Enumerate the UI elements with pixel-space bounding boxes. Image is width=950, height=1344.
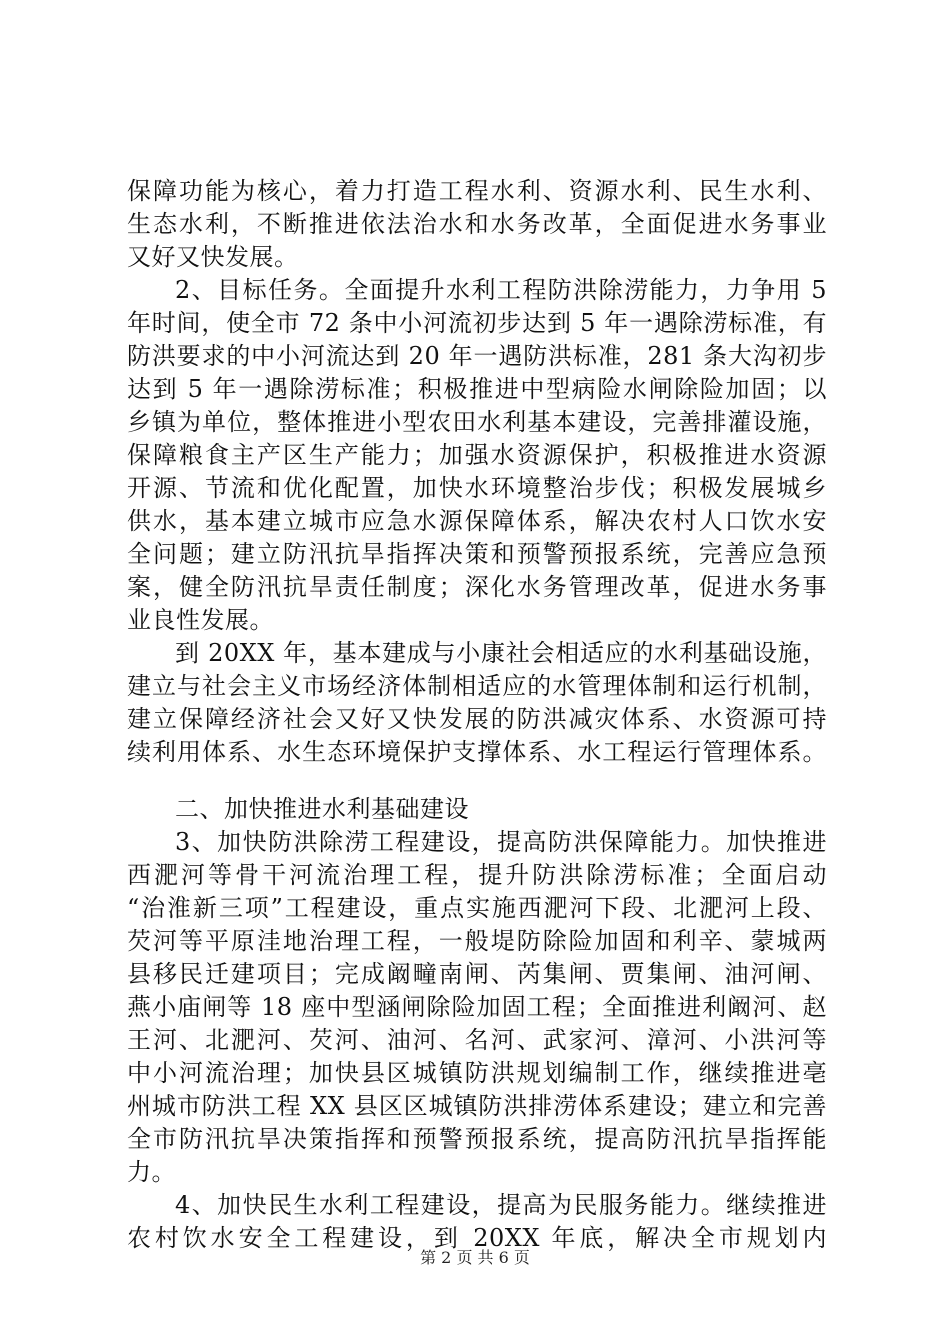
page-footer xyxy=(0,1245,950,1268)
text-line: 西淝河等骨干河流治理工程，提升防洪除涝标准；全面启动 xyxy=(127,861,827,889)
text-line: 供水，基本建立城市应急水源保障体系，解决农村人口饮水安 xyxy=(127,507,827,535)
text-line: 中小河流治理；加快县区城镇防洪规划编制工作，继续推进亳 xyxy=(127,1059,827,1087)
text-line: 州城市防洪工程 XX 县区区城镇防洪排涝体系建设；建立和完善 xyxy=(127,1092,827,1120)
text-line: 力。 xyxy=(127,1158,176,1186)
text-line: 3、加快防洪除涝工程建设，提高防洪保障能力。加快推进 xyxy=(175,828,827,856)
document-body xyxy=(127,175,827,1255)
text-line: 全市防汛抗旱决策指挥和预警预报系统，提高防汛抗旱指挥能 xyxy=(127,1125,827,1153)
text-line: 县移民迁建项目；完成阚疃南闸、芮集闸、贾集闸、油河闸、 xyxy=(127,960,827,988)
text-line: 生态水利，不断推进依法治水和水务改革，全面促进水务事业 xyxy=(127,210,827,238)
text-line: 保障粮食主产区生产能力；加强水资源保护，积极推进水资源 xyxy=(127,441,827,469)
text-line: 建立与社会主义市场经济体制相适应的水管理体制和运行机制， xyxy=(127,672,827,700)
spacer xyxy=(127,769,827,793)
text-line: “治淮新三项”工程建设，重点实施西淝河下段、北淝河上段、 xyxy=(127,894,827,922)
text-line: 芡河等平原洼地治理工程，一般堤防除险加固和利辛、蒙城两 xyxy=(127,927,827,955)
text-line: 燕小庙闸等 18 座中型涵闸除险加固工程；全面推进利阚河、赵 xyxy=(127,993,827,1021)
text-line: 防洪要求的中小河流达到 20 年一遇防洪标准，281 条大沟初步 xyxy=(127,342,827,370)
text-line: 到 20XX 年，基本建成与小康社会相适应的水利基础设施， xyxy=(175,639,827,667)
text-line: 建立保障经济社会又好又快发展的防洪减灾体系、水资源可持 xyxy=(127,705,827,733)
text-line: 全问题；建立防汛抗旱指挥决策和预警预报系统，完善应急预 xyxy=(127,540,827,568)
paragraph xyxy=(127,637,827,769)
text-line: 续利用体系、水生态环境保护支撑体系、水工程运行管理体系。 xyxy=(127,738,827,766)
text-line: 王河、北淝河、芡河、油河、名河、武家河、漳河、小洪河等 xyxy=(127,1026,827,1054)
paragraph xyxy=(127,826,827,1189)
text-line: 2、目标任务。全面提升水利工程防洪除涝能力，力争用 5 xyxy=(175,276,827,304)
heading-text: 二、加快推进水利基础建设 xyxy=(175,795,469,823)
page-number: 第 2 页 共 6 页 xyxy=(420,1248,530,1267)
text-line: 业良性发展。 xyxy=(127,606,274,634)
text-line: 又好又快发展。 xyxy=(127,243,299,271)
text-line: 达到 5 年一遇除涝标准；积极推进中型病险水闸除险加固；以 xyxy=(127,375,827,403)
text-line: 乡镇为单位，整体推进小型农田水利基本建设，完善排灌设施， xyxy=(127,408,827,436)
section-heading xyxy=(127,793,827,826)
paragraph xyxy=(127,175,827,274)
text-line: 农村饮水安全工程建设，到 20XX 年底，解决全市规划内 xyxy=(127,1224,827,1252)
paragraph xyxy=(127,274,827,637)
text-line: 案，健全防汛抗旱责任制度；深化水务管理改革，促进水务事 xyxy=(127,573,827,601)
text-line: 4、加快民生水利工程建设，提高为民服务能力。继续推进 xyxy=(175,1191,827,1219)
text-line: 保障功能为核心，着力打造工程水利、资源水利、民生水利、 xyxy=(127,177,827,205)
text-line: 开源、节流和优化配置，加快水环境整治步伐；积极发展城乡 xyxy=(127,474,827,502)
text-line: 年时间，使全市 72 条中小河流初步达到 5 年一遇除涝标准，有 xyxy=(127,309,827,337)
